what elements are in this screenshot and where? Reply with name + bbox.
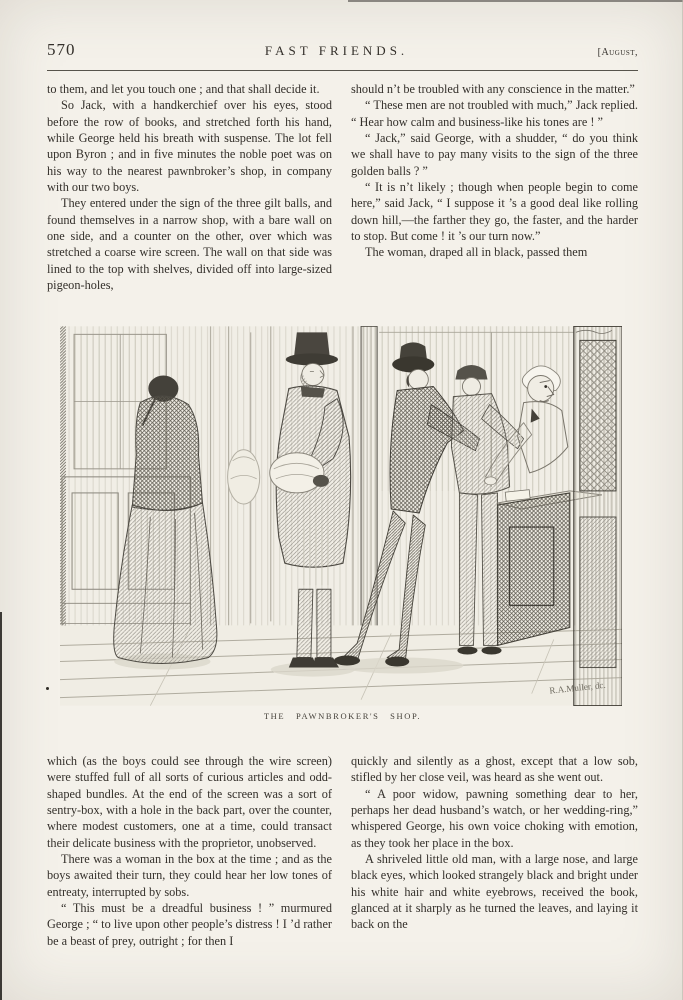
- paragraph: There was a woman in the box at the time ; and as the boys awaited their turn, they could hear her low tones of entreaty, interrupted by sobs.: [47, 852, 332, 899]
- paragraph: to them, and let you touch one ; and that shall decide it.: [47, 82, 320, 96]
- bottom-right-column: [351, 753, 638, 933]
- page-header: [47, 40, 638, 60]
- print-artifact-dot: [46, 687, 49, 690]
- paragraph: A shriveled little old man, with a large nose, and large black eyes, which looked strangely black and bright under his white hair and white eyebrows, received the book, glanced at it sharply as he turned the leaves, and laying it back on the: [351, 852, 638, 932]
- paragraph: “ A poor widow, pawning something dear to her, perhaps her dead husband’s watch, or her wedding-ring,” whispered George, his own voice choking with emotion, as they took her place in the box.: [351, 786, 638, 850]
- illustration-caption: THE PAWNBROKER'S SHOP.: [263, 711, 422, 721]
- paragraph: should n’t be troubled with any conscience in the matter.”: [351, 82, 635, 96]
- engraver-signature: R.A.Muller, dc.: [548, 679, 607, 696]
- issue-date: [August,: [597, 47, 638, 58]
- scan-edge-left: [0, 612, 2, 1000]
- paragraph: “ Jack,” said George, with a shudder, “ do you think we shall have to pay many visits to the sign of the three golden balls ? ”: [351, 131, 638, 178]
- paragraph: quickly and silently as a ghost, except that a low sob, stifled by her close veil, was heard as she went out.: [351, 754, 638, 785]
- paragraph: They entered under the sign of the three gilt balls, and found themselves in a narrow shop, with a bare wall on one side, and a counter on the other, over which was stretched a coarse wire screen. The wall on that side was lined to the top with shelves, divided off into large-sized pigeon-holes,: [47, 196, 332, 293]
- bottom-left-column: [47, 753, 332, 949]
- pawnshop-engraving-image: [60, 326, 622, 706]
- header-rule: [47, 70, 638, 71]
- scan-edge-top: [348, 0, 683, 2]
- paragraph: which (as the boys could see through the wire screen) were stuffed full of all sorts of curious articles and odd-shaped bundles. At the end of the screen was a sort of sentry-box, with a hole in the back part, over the counter, where modest customers, one at a time, could transact their delicate business with the proprietor, unobserved.: [47, 754, 332, 850]
- paragraph: The woman, draped all in black, passed them: [365, 245, 588, 260]
- top-right-column: [351, 81, 638, 261]
- paragraph: “ It is n’t likely ; though when people begin to come here,” said Jack, “ I suppose it ’s a good deal like rolling down hill,—the farther they go, the faster, and the harder to stop. But come ! it ’s our turn now.”: [351, 180, 638, 244]
- top-left-column: [47, 81, 332, 293]
- page-number: 570: [47, 40, 76, 59]
- paragraph: “ These men are not troubled with much,” Jack replied. “ Hear how calm and business-like his tones are ! ”: [351, 98, 638, 129]
- illustration-screen-partition: [574, 326, 622, 705]
- paragraph: “ This must be a dreadful business ! ” murmured George ; “ to live upon other people’s distress ! I ’d rather be a beast of prey, outright ; for then I: [47, 901, 332, 948]
- paragraph: So Jack, with a handkerchief over his eyes, stood before the row of books, and stretched forth his hand, while George held his breath with suspense. The lot fell upon Byron ; and in five minutes the noble poet was on his way to the nearest pawnbroker’s shop, in company with our two boys.: [47, 98, 332, 195]
- running-title: FAST FRIENDS.: [264, 43, 409, 58]
